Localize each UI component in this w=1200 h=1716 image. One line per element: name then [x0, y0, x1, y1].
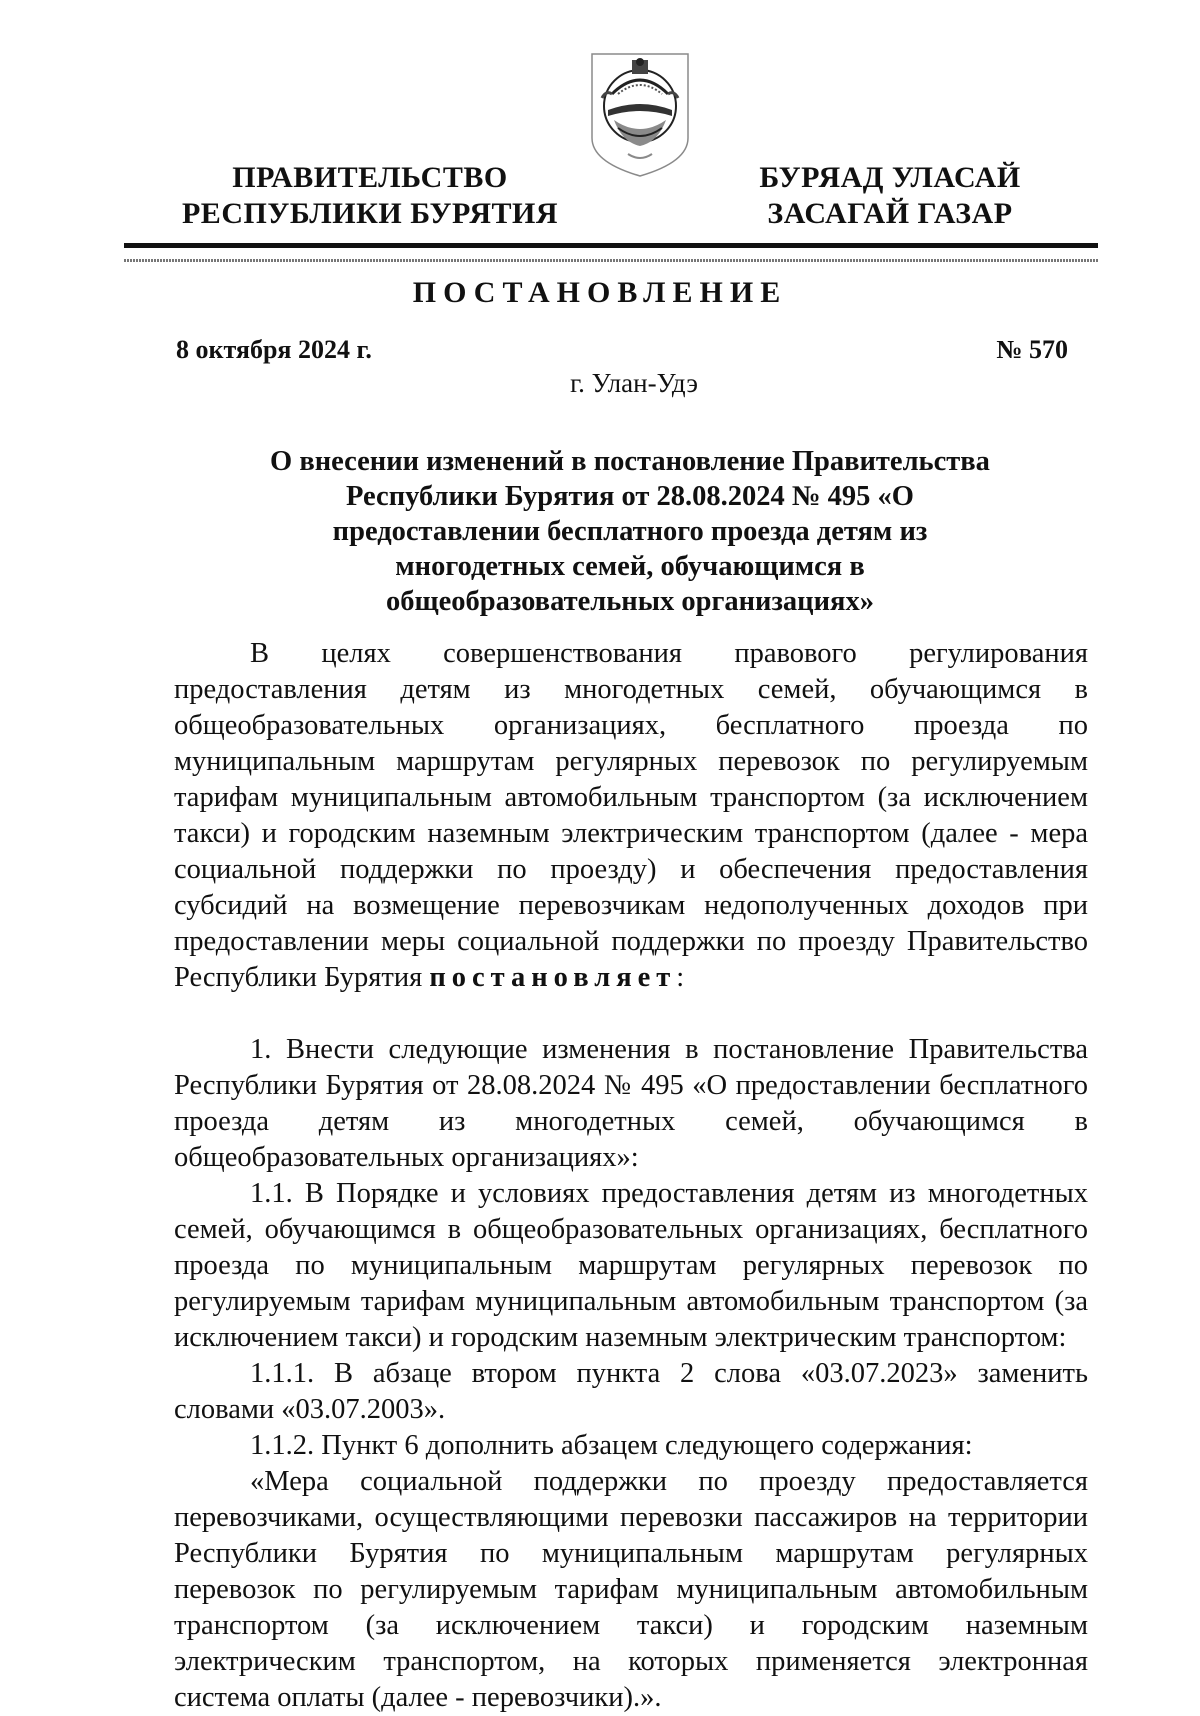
org-name-line: ЗАСАГАЙ ГАЗАР [767, 197, 1013, 230]
body-paragraph: 1.1. В Порядке и условиях предоставления детям из многодетных семей, обучающимся в общеобразовательных организациях, бесплатного проезда по муниципальным маршрутам регулярных перевозок по регулируемым тарифам муниципальным автомобильным транспортом (за исключением такси) и городским наземным электрическим транспортом: [174, 1178, 1088, 1353]
body-paragraph: 1.1.1. В абзаце втором пункта 2 слова «03.07.2023» заменить словами «03.07.2003». [174, 1358, 1088, 1425]
document-city: г. Улан-Удэ [570, 368, 698, 398]
org-name-line: ПРАВИТЕЛЬСТВО [232, 161, 508, 194]
decree-word: постановляет [429, 962, 677, 993]
body-paragraph: 1.1.2. Пункт 6 дополнить абзацем следующего содержания: [250, 1430, 973, 1461]
org-name-line: РЕСПУБЛИКИ БУРЯТИЯ [181, 197, 559, 230]
org-name-buryat [740, 160, 1040, 232]
document-date: 8 октября 2024 г. [176, 335, 372, 364]
preamble-text: В целях совершенствования правового регулирования предоставления детям из многодетных семей, обучающимся в общеобразовательных организациях, бесплатного проезда по муниципальным маршрутам регулярных перевозок по регулируемым тарифам муниципальным автомобильным транспортом (за исключением такси) и городским наземным электрическим транспортом (далее - мера социальной поддержки по проезду) и обеспечения предоставления субсидий на возмещение перевозчикам недополученных доходов при предоставлении меры социальной поддержки по проезду Правительство Республики Бурятия [174, 638, 1088, 993]
header-divider-thin [124, 259, 1098, 262]
coat-of-arms-icon [588, 50, 692, 180]
document-body [174, 636, 1088, 1716]
document-type: ПОСТАНОВЛЕНИЕ [412, 276, 788, 309]
document-title: О внесении изменений в постановление Правительства Республики Бурятия от 28.08.2024 № 495 «О предоставлении бесплатного проезда детям из многодетных семей, обучающимся в общеобразовательных организациях» [270, 446, 990, 617]
body-paragraph: 1. Внести следующие изменения в постановление Правительства Республики Бурятия от 28.08.2024 № 495 «О предоставлении бесплатного проезда детям из многодетных семей, обучающимся в общеобразовательных организациях»: [174, 1034, 1088, 1173]
header-divider-thick [124, 243, 1098, 248]
org-name-line: БУРЯАД УЛАСАЙ [759, 161, 1021, 194]
org-name-russian [180, 160, 560, 232]
decree-tail: : [676, 962, 685, 993]
body-paragraph: «Мера социальной поддержки по проезду предоставляется перевозчиками, осуществляющими перевозки пассажиров на территории Республики Бурятия по муниципальным маршрутам регулярных перевозок по регулируемым тарифам муниципальным автомобильным транспортом (за исключением такси) и городским наземным электрическим транспортом, на которых применяется электронная система оплаты (далее - перевозчики).». [174, 1466, 1088, 1713]
preamble-paragraph [174, 636, 1088, 996]
document-number: № 570 [996, 335, 1068, 364]
